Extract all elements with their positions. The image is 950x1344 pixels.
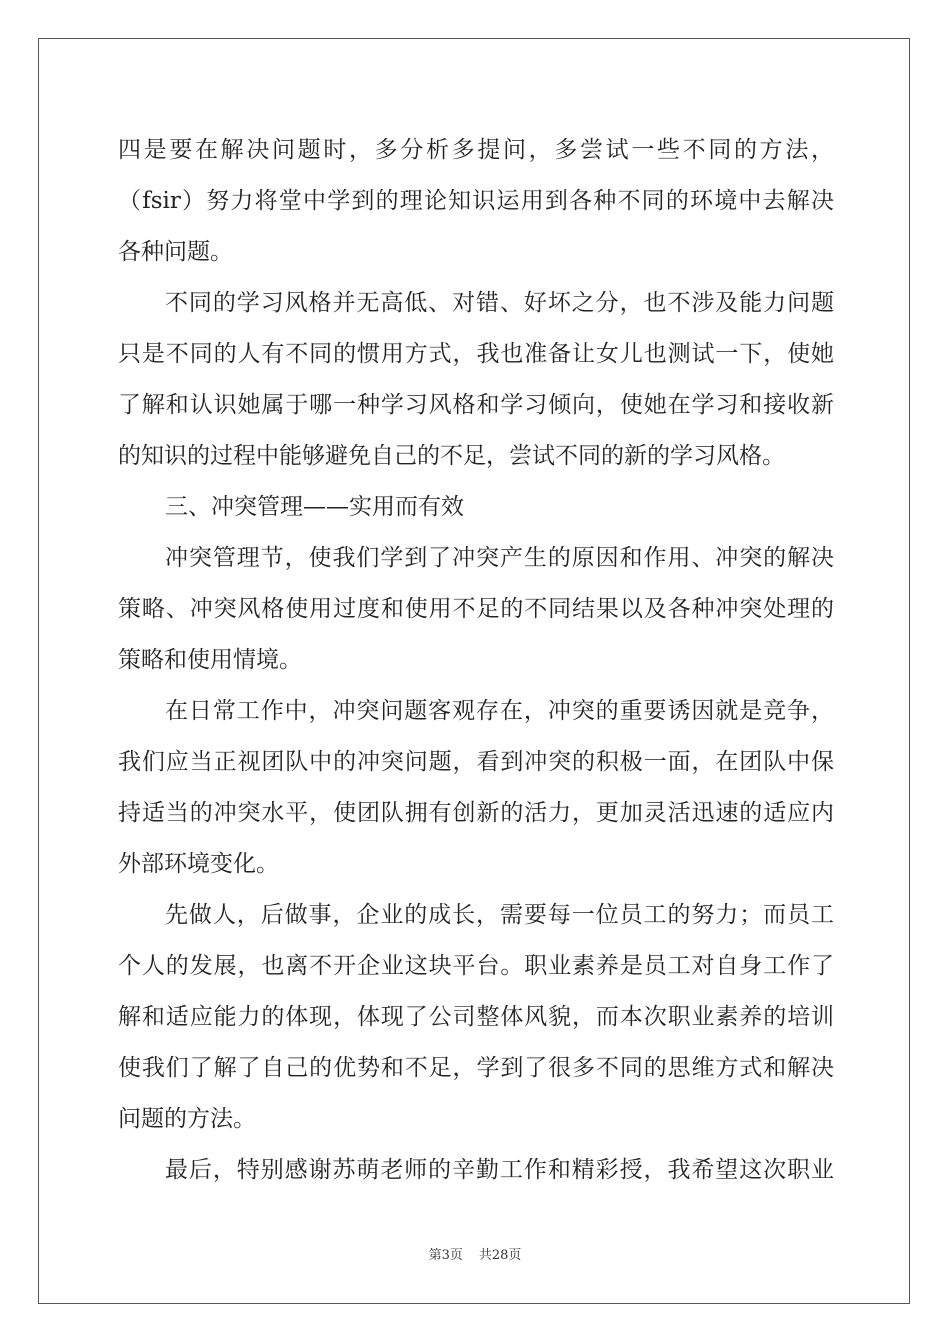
page-number: 第3页 bbox=[428, 1248, 463, 1263]
text-line: 不同的学习风格并无高低、对错、好坏之分，也不涉及能力问题 bbox=[165, 290, 834, 316]
text-line: 问题的方法。 bbox=[118, 1106, 256, 1132]
text-line: 只是不同的人有不同的惯用方式，我也准备让女儿也测试一下，使她 bbox=[118, 341, 834, 367]
section-heading: 三、冲突管理——实用而有效 bbox=[165, 494, 464, 520]
page-footer bbox=[0, 1244, 950, 1263]
text-line: 先做人，后做事，企业的成长，需要每一位员工的努力；而员工 bbox=[165, 902, 834, 928]
text-line: 四是要在解决问题时，多分析多提问，多尝试一些不同的方法， bbox=[118, 137, 834, 163]
text-line: 的知识的过程中能够避免自己的不足，尝试不同的新的学习风格。 bbox=[118, 443, 785, 469]
text-line: （fsir）努力将堂中学到的理论知识运用到各种不同的环境中去解决 bbox=[118, 188, 834, 214]
text-line: 了解和认识她属于哪一种学习风格和学习倾向，使她在学习和接收新 bbox=[118, 392, 834, 418]
text-line: 冲突管理节，使我们学到了冲突产生的原因和作用、冲突的解决 bbox=[165, 545, 834, 571]
text-line: 我们应当正视团队中的冲突问题，看到冲突的积极一面，在团队中保 bbox=[118, 749, 834, 775]
page-total: 共28页 bbox=[478, 1248, 522, 1263]
text-line: 个人的发展，也离不开企业这块平台。职业素养是员工对自身工作了 bbox=[118, 953, 834, 979]
text-line: 使我们了解了自己的优势和不足，学到了很多不同的思维方式和解决 bbox=[118, 1055, 834, 1081]
text-line: 各种问题。 bbox=[118, 239, 233, 265]
text-line: 策略、冲突风格使用过度和使用不足的不同结果以及各种冲突处理的 bbox=[118, 596, 834, 622]
text-line: 最后，特别感谢苏萌老师的辛勤工作和精彩授，我希望这次职业 bbox=[165, 1157, 834, 1183]
text-line: 解和适应能力的体现，体现了公司整体风貌，而本次职业素养的培训 bbox=[118, 1004, 834, 1030]
text-line: 在日常工作中，冲突问题客观存在，冲突的重要诱因就是竞争， bbox=[165, 698, 834, 724]
text-line: 策略和使用情境。 bbox=[118, 647, 302, 673]
text-line: 外部环境变化。 bbox=[118, 851, 279, 877]
text-line: 持适当的冲突水平，使团队拥有创新的活力，更加灵活迅速的适应内 bbox=[118, 800, 834, 826]
